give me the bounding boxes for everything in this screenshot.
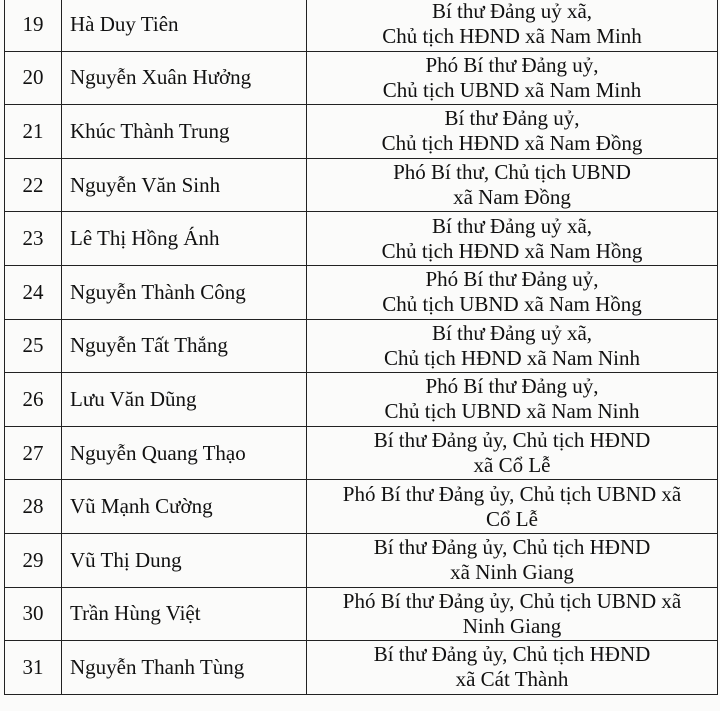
position-line-1: Phó Bí thư Đảng uỷ, [425,267,599,292]
row-number: 24 [5,265,62,319]
table-row [5,533,718,587]
row-number: 19 [5,0,62,51]
personnel-table [4,0,718,695]
table-row [5,105,718,159]
position-line-1: Phó Bí thư Đảng uỷ, [425,374,599,399]
person-name: Nguyễn Thành Công [62,265,307,319]
row-number: 28 [5,480,62,534]
position-line-1: Bí thư Đảng ủy, Chủ tịch HĐND [373,535,651,560]
row-number: 22 [5,158,62,212]
position-line-2: Chủ tịch UBND xã Nam Hồng [382,292,642,317]
position-cell [307,212,718,266]
row-number: 27 [5,426,62,480]
position-cell [307,158,718,212]
table-row [5,0,718,51]
position-line-1: Phó Bí thư Đảng uỷ, [425,52,599,77]
position-cell [307,533,718,587]
person-name: Trần Hùng Việt [62,587,307,641]
table-row [5,319,718,373]
row-number: 26 [5,373,62,427]
position-cell [307,641,718,695]
position-cell [307,265,718,319]
table-row [5,212,718,266]
position-line-2: xã Ninh Giang [450,560,574,585]
table-row [5,426,718,480]
person-name: Khúc Thành Trung [62,105,307,159]
table-row [5,51,718,105]
person-name: Nguyễn Thanh Tùng [62,641,307,695]
row-number: 25 [5,319,62,373]
table-row [5,265,718,319]
position-line-1: Bí thư Đảng uỷ xã, [431,320,593,345]
position-cell [307,51,718,105]
table-row [5,480,718,534]
position-line-2: Chủ tịch HĐND xã Nam Minh [382,24,642,49]
position-line-1: Bí thư Đảng ủy, Chủ tịch HĐND [373,642,651,667]
position-line-2: Chủ tịch HĐND xã Nam Hồng [381,238,643,263]
position-cell [307,105,718,159]
row-number: 23 [5,212,62,266]
person-name: Nguyễn Xuân Hưởng [62,51,307,105]
position-cell [307,373,718,427]
position-line-1: Phó Bí thư Đảng ủy, Chủ tịch UBND xã [342,481,682,506]
position-line-1: Bí thư Đảng uỷ, [444,106,580,131]
person-name: Lưu Văn Dũng [62,373,307,427]
position-line-1: Bí thư Đảng uỷ xã, [431,0,593,24]
position-cell [307,319,718,373]
position-line-2: xã Cát Thành [455,667,569,692]
position-line-2: Ninh Giang [462,613,562,638]
position-line-2: Chủ tịch HĐND xã Nam Ninh [383,345,641,370]
position-line-2: xã Nam Đồng [453,185,571,210]
position-line-1: Bí thư Đảng ủy, Chủ tịch HĐND [373,428,651,453]
row-number: 21 [5,105,62,159]
position-cell [307,480,718,534]
position-line-2: Cổ Lễ [486,506,538,531]
position-line-2: Chủ tịch UBND xã Nam Minh [382,77,642,102]
position-cell [307,587,718,641]
row-number: 20 [5,51,62,105]
position-line-1: Phó Bí thư Đảng ủy, Chủ tịch UBND xã [342,588,682,613]
position-line-1: Bí thư Đảng uỷ xã, [431,213,593,238]
position-line-2: Chủ tịch UBND xã Nam Ninh [384,399,640,424]
table-row [5,158,718,212]
person-name: Nguyễn Tất Thắng [62,319,307,373]
table-row [5,587,718,641]
row-number: 29 [5,533,62,587]
position-cell [307,0,718,51]
person-name: Nguyễn Văn Sinh [62,158,307,212]
person-name: Lê Thị Hồng Ánh [62,212,307,266]
person-name: Nguyễn Quang Thạo [62,426,307,480]
row-number: 31 [5,641,62,695]
table-row [5,373,718,427]
position-cell [307,426,718,480]
person-name: Vũ Mạnh Cường [62,480,307,534]
position-line-2: Chủ tịch HĐND xã Nam Đồng [381,131,643,156]
table-row [5,641,718,695]
position-line-2: xã Cổ Lễ [473,453,551,478]
person-name: Hà Duy Tiên [62,0,307,51]
person-name: Vũ Thị Dung [62,533,307,587]
row-number: 30 [5,587,62,641]
position-line-1: Phó Bí thư, Chủ tịch UBND [393,160,631,185]
